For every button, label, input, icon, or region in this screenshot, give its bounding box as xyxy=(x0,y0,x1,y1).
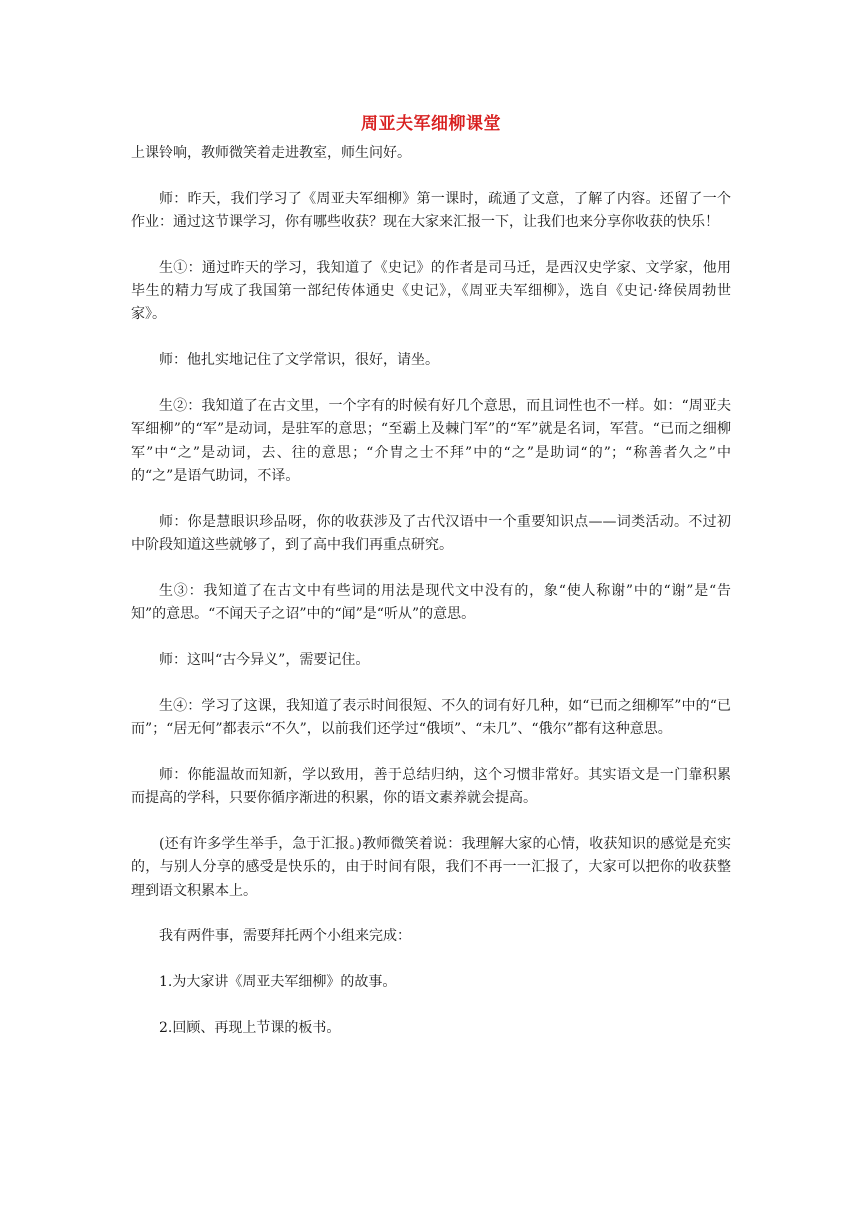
paragraph: 师：你能温故而知新，学以致用，善于总结归纳，这个习惯非常好。其实语文是一门靠积累而提高的学科，只要你循序渐进的积累，你的语文素养就会提高。 xyxy=(131,766,731,807)
paragraph: 上课铃响，教师微笑着走进教室，师生问好。 xyxy=(131,145,411,161)
paragraph: (还有许多学生举手，急于汇报。)教师微笑着说：我理解大家的心情，收获知识的感觉是充实的，与别人分享的感受是快乐的，由于时间有限，我们不再一一汇报了，大家可以把你的收获整理到语文积累本上。 xyxy=(131,835,731,899)
list-item: 1.为大家讲《周亚夫军细柳》的故事。 xyxy=(159,974,397,991)
document-title: 周亚夫军细柳课堂 xyxy=(361,114,501,134)
paragraph: 生①：通过昨天的学习，我知道了《史记》的作者是司马迁，是西汉史学家、文学家，他用毕生的精力写成了我国第一部纪传体通史《史记》，《周亚夫军细柳》，选自《史记·绛侯周勃世家》。 xyxy=(131,259,731,323)
paragraph: 师：他扎实地记住了文学常识，很好，请坐。 xyxy=(159,352,439,369)
paragraph: 生④：学习了这课，我知道了表示时间很短、不久的词有好几种，如“已而之细柳军”中的“已而”；“居无何”都表示“不久”，以前我们还学过“俄顷”、“未几”、“俄尔”都有这种意思。 xyxy=(131,697,731,738)
paragraph: 师：这叫“古今异义”，需要记住。 xyxy=(159,651,370,668)
document-page xyxy=(131,112,731,1063)
paragraph: 生②：我知道了在古文里，一个字有的时候有好几个意思，而且词性也不一样。如：“周亚夫军细柳”的“军”是动词，是驻军的意思；“至霸上及棘门军”的“军”就是名词，军营。“已而之细柳军”中“之”是动词，去、往的意思；“介胄之士不拜”中的“之”是助词“的”；“称善者久之”中的“之”是语气助词，不译。 xyxy=(131,398,731,484)
paragraph: 师：昨天，我们学习了《周亚夫军细柳》第一课时，疏通了文意，了解了内容。还留了一个作业：通过这节课学习，你有哪些收获？现在大家来汇报一下，让我们也来分享你收获的快乐！ xyxy=(131,190,731,231)
paragraph: 我有两件事，需要拜托两个小组来完成： xyxy=(159,928,411,945)
paragraph: 生③：我知道了在古文中有些词的用法是现代文中没有的，象“使人称谢”中的“谢”是“告知”的意思。“不闻天子之诏”中的“闻”是“听从”的意思。 xyxy=(131,582,731,623)
list-item: 2.回顾、再现上节课的板书。 xyxy=(159,1019,341,1036)
paragraph: 师：你是慧眼识珍品呀，你的收获涉及了古代汉语中一个重要知识点——词类活动。不过初中阶段知道这些就够了，到了高中我们再重点研究。 xyxy=(131,513,731,554)
